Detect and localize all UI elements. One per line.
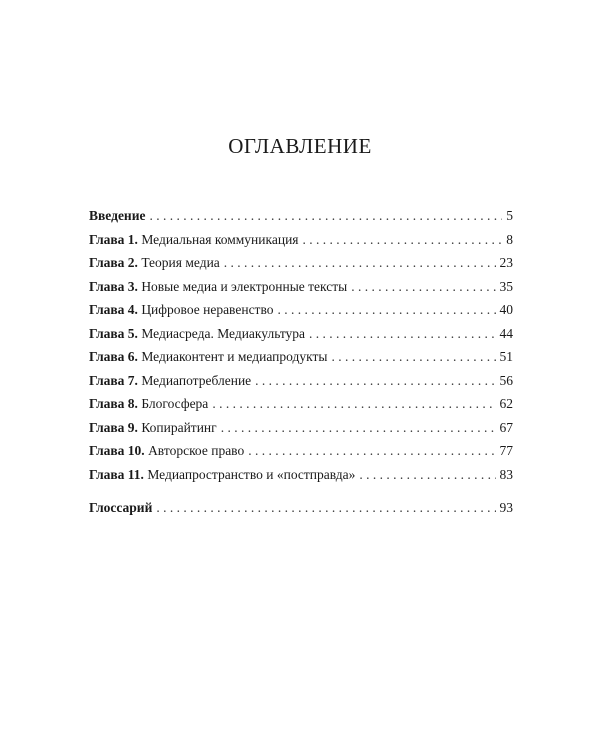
toc-entry[interactable] [89, 443, 513, 467]
toc-leader-dots [309, 326, 495, 342]
toc-page-number: 44 [499, 325, 513, 341]
toc-entry[interactable] [89, 396, 513, 420]
toc-entry-label [89, 232, 299, 248]
toc-entry-name: Копирайтинг [141, 419, 217, 435]
toc-entry[interactable] [89, 373, 513, 397]
toc-page-number: 67 [499, 419, 513, 435]
toc-entry-name: Медиапространство и «постправда» [147, 466, 356, 482]
toc-entry-label [89, 208, 145, 224]
toc-entry-prefix: Глава 9. [89, 419, 138, 435]
toc-page-number: 35 [499, 278, 513, 294]
toc-leader-dots [303, 232, 503, 248]
toc-page-number: 62 [499, 396, 513, 411]
toc-entry-label [89, 443, 244, 459]
table-of-contents [89, 208, 513, 524]
toc-entry-name: Блогосфера [141, 396, 209, 411]
toc-entry[interactable] [89, 467, 513, 491]
toc-page-number: 56 [499, 372, 513, 388]
toc-page-number: 77 [499, 443, 513, 458]
toc-entry-label [89, 255, 220, 271]
toc-entry-label [89, 302, 274, 318]
toc-entry[interactable] [89, 500, 513, 524]
toc-leader-dots [248, 443, 495, 459]
toc-leader-dots [156, 500, 495, 516]
toc-entry-label [89, 420, 217, 436]
toc-leader-dots [331, 349, 495, 365]
toc-entry-name: Авторское право [148, 443, 245, 458]
toc-entry-prefix: Глава 5. [89, 325, 138, 341]
toc-leader-dots [359, 467, 495, 483]
toc-entry-name: Введение [89, 208, 146, 223]
toc-entry-name: Медиапотребление [141, 372, 252, 388]
toc-page-number: 40 [499, 302, 513, 317]
toc-leader-dots [224, 255, 496, 271]
toc-entry-label [89, 373, 251, 389]
toc-entry-name: Цифровое неравенство [141, 302, 274, 317]
toc-entry-prefix: Глава 2. [89, 255, 138, 270]
toc-entry-name: Новые медиа и электронные тексты [141, 278, 348, 294]
toc-entry-label [89, 279, 347, 295]
toc-page-number: 23 [499, 255, 513, 270]
toc-entry-name: Медиасреда. Медиакультура [141, 325, 306, 341]
toc-entry-prefix: Глава 6. [89, 349, 138, 364]
toc-entry-prefix: Глава 10. [89, 443, 145, 458]
toc-entry-prefix: Глава 8. [89, 396, 138, 411]
toc-entry-name: Медиаконтент и медиапродукты [141, 349, 328, 364]
toc-page-number: 51 [499, 349, 513, 364]
toc-entry-label [89, 396, 208, 412]
toc-leader-dots [221, 420, 496, 436]
toc-page-number: 5 [506, 208, 513, 223]
toc-entry-label [89, 349, 327, 365]
toc-entry-label [89, 500, 152, 516]
toc-entry-prefix: Глава 3. [89, 278, 138, 294]
toc-entry[interactable] [89, 232, 513, 256]
toc-entry-label [89, 467, 355, 483]
toc-leader-dots [212, 396, 495, 412]
toc-entry-prefix: Глава 7. [89, 372, 138, 388]
toc-entry-name: Глоссарий [89, 500, 153, 515]
toc-entry[interactable] [89, 326, 513, 350]
toc-entry[interactable] [89, 255, 513, 279]
toc-leader-dots [351, 279, 495, 295]
toc-entry[interactable] [89, 420, 513, 444]
toc-leader-dots [278, 302, 496, 318]
toc-page-number: 8 [506, 231, 513, 247]
toc-leader-dots [149, 208, 502, 224]
toc-entry-name: Теория медиа [141, 255, 220, 270]
toc-entry-name: Медиальная коммуникация [141, 231, 299, 247]
toc-entry-prefix: Глава 4. [89, 302, 138, 317]
toc-leader-dots [255, 373, 495, 389]
toc-entry-prefix: Глава 11. [89, 466, 144, 482]
toc-entry[interactable] [89, 208, 513, 232]
page-title: ОГЛАВЛЕНИЕ [228, 134, 372, 159]
toc-entry[interactable] [89, 349, 513, 373]
toc-entry-label [89, 326, 305, 342]
toc-page-number: 83 [499, 466, 513, 482]
toc-entry-prefix: Глава 1. [89, 231, 138, 247]
toc-entry[interactable] [89, 302, 513, 326]
toc-page-number: 93 [499, 500, 513, 515]
toc-entry[interactable] [89, 279, 513, 303]
